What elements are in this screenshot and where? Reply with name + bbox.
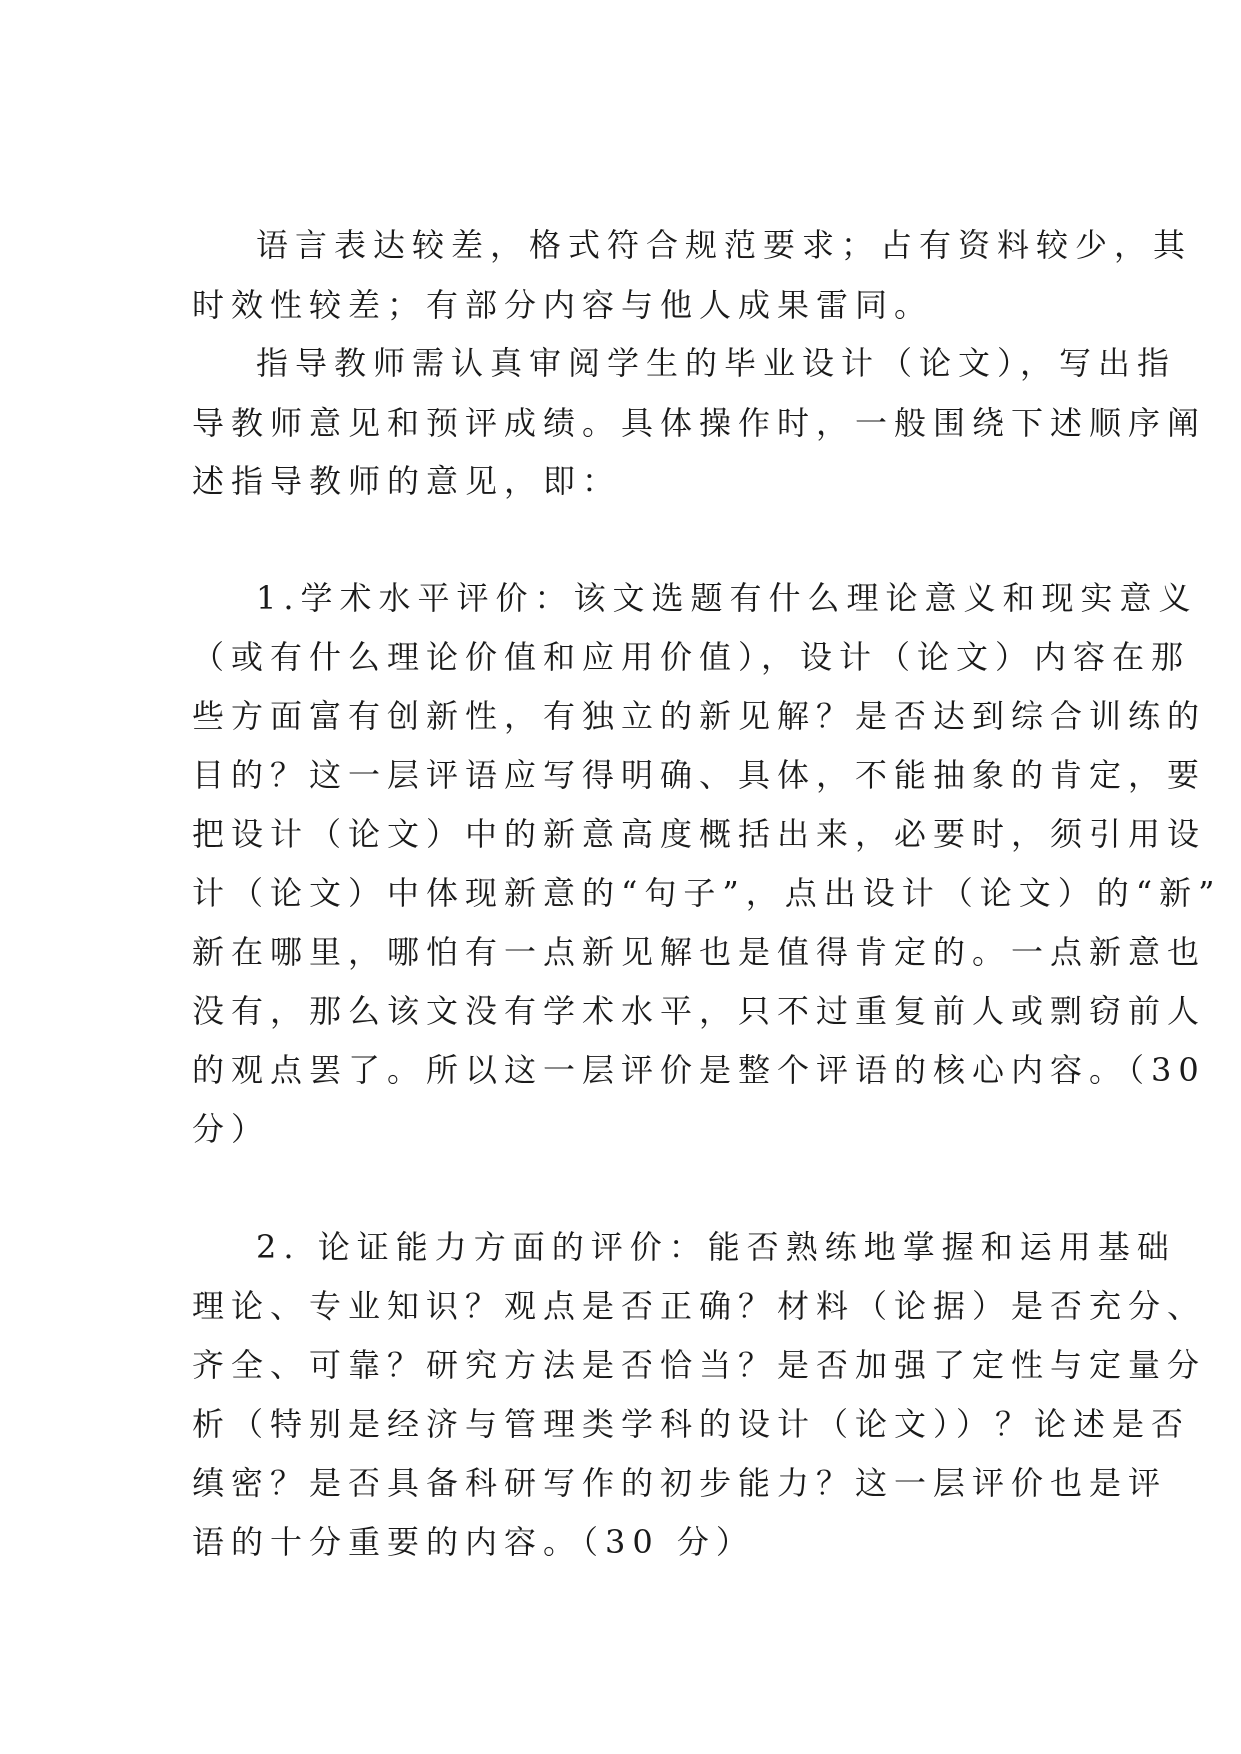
text-line: 指导教师需认真审阅学生的毕业设计（论文），写出指 <box>256 344 1177 382</box>
text-line: 析（特别是经济与管理类学科的设计（论文））？论述是否 <box>192 1405 1191 1443</box>
text-line: 些方面富有创新性，有独立的新见解？是否达到综合训练的 <box>192 697 1207 735</box>
text-line: 把设计（论文）中的新意高度概括出来，必要时，须引用设 <box>192 815 1207 853</box>
text-line: 述指导教师的意见，即： <box>192 462 622 500</box>
text-line: 没有，那么该文没有学术水平，只不过重复前人或剽窃前人 <box>192 992 1207 1030</box>
text-line: 理论、专业知识？观点是否正确？材料（论据）是否充分、 <box>192 1287 1207 1325</box>
text-line: 导教师意见和预评成绩。具体操作时，一般围绕下述顺序阐 <box>192 404 1207 442</box>
text-line: 目的？这一层评语应写得明确、具体，不能抽象的肯定，要 <box>192 756 1207 794</box>
text-line: 2. 论证能力方面的评价：能否熟练地掌握和运用基础 <box>256 1228 1176 1266</box>
text-line: （或有什么理论价值和应用价值），设计（论文）内容在那 <box>192 638 1191 676</box>
text-line: 缜密？是否具备科研写作的初步能力？这一层评价也是评 <box>192 1464 1168 1502</box>
text-line: 齐全、可靠？研究方法是否恰当？是否加强了定性与定量分 <box>192 1346 1207 1384</box>
text-line: 计（论文）中体现新意的“句子”，点出设计（论文）的“新” <box>192 874 1222 912</box>
text-line: 语言表达较差，格式符合规范要求；占有资料较少，其 <box>256 226 1193 264</box>
text-line: 的观点罢了。所以这一层评价是整个评语的核心内容。（30 <box>192 1051 1206 1089</box>
text-line: 1.学术水平评价：该文选题有什么理论意义和现实意义 <box>256 579 1198 617</box>
text-line: 新在哪里，哪怕有一点新见解也是值得肯定的。一点新意也 <box>192 933 1207 971</box>
text-line: 分） <box>192 1110 271 1148</box>
text-line: 时效性较差；有部分内容与他人成果雷同。 <box>192 286 934 324</box>
text-line: 语的十分重要的内容。（30 分） <box>192 1523 755 1561</box>
